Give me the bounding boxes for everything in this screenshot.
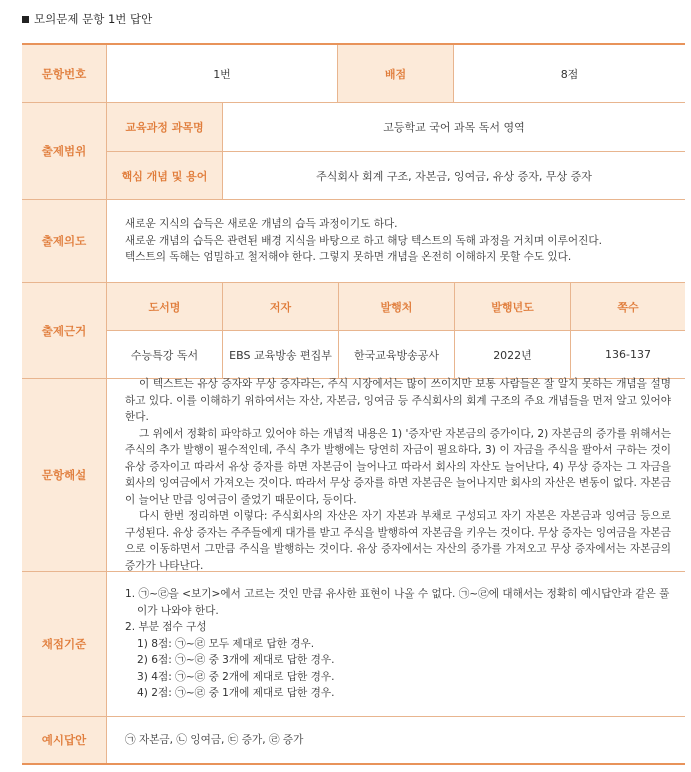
source-label: 출제근거 — [22, 283, 107, 378]
intent-body — [107, 200, 685, 282]
row-commentary — [22, 379, 685, 572]
scope-label: 출제범위 — [22, 103, 107, 199]
intent-line: 텍스트의 독해는 엄밀하고 철저해야 한다. 그렇지 못하면 개념을 온전히 이해하지 못할 수도 있다. — [125, 251, 572, 264]
source-value: EBS 교육방송 편집부 — [223, 331, 339, 378]
row-intent — [22, 200, 685, 283]
source-header: 저자 — [223, 283, 339, 330]
grading-item-2: 2. 부분 점수 구성 — [125, 621, 207, 634]
row-number-score — [22, 45, 685, 103]
answer-sheet — [22, 43, 685, 765]
scope-subject-row — [107, 103, 685, 152]
source-header-row — [107, 283, 685, 331]
commentary-label: 문항해설 — [22, 379, 107, 571]
grading-body — [107, 572, 685, 716]
row-scope — [22, 103, 685, 200]
grading-item-1: 1. ㉠~㉣을 <보기>에서 고르는 것인 만큼 유사한 표현이 나올 수 없다. ㉠~㉣에 대해서는 정확히 예시답안과 같은 풀이가 나와야 한다. — [125, 588, 670, 617]
source-value: 수능특강 독서 — [107, 331, 223, 378]
intent-label: 출제의도 — [22, 200, 107, 282]
source-value: 2022년 — [455, 331, 571, 378]
grading-partial: 2) 6점: ㉠~㉣ 중 3개에 제대로 답한 경우. — [137, 654, 335, 667]
row-source — [22, 283, 685, 379]
source-value-row — [107, 331, 685, 378]
number-label: 문항번호 — [22, 45, 107, 102]
answer-body — [107, 717, 685, 763]
source-header: 도서명 — [107, 283, 223, 330]
row-answer — [22, 717, 685, 765]
grading-partial: 3) 4점: ㉠~㉣ 중 2개에 제대로 답한 경우. — [137, 670, 335, 683]
page-title-text: 모의문제 문항 1번 답안 — [34, 12, 153, 26]
page-title — [22, 11, 152, 27]
concept-label: 핵심 개념 및 용어 — [107, 152, 223, 199]
subject-label: 교육과정 과목명 — [107, 103, 223, 151]
grading-partial: 4) 2점: ㉠~㉣ 중 1개에 제대로 답한 경우. — [137, 687, 335, 700]
intent-line: 새로운 개념의 습득은 관련된 배경 지식을 바탕으로 하고 해당 텍스트의 독해 과정을 거치며 이루어진다. — [125, 234, 602, 247]
number-value: 1번 — [107, 45, 338, 102]
grading-partial: 1) 8점: ㉠~㉣ 모두 제대로 답한 경우. — [137, 637, 315, 650]
source-value: 한국교육방송공사 — [339, 331, 455, 378]
square-bullet-icon — [22, 16, 29, 23]
commentary-paragraph: 이 텍스트는 유상 증자와 무상 증자라는, 주식 시장에서는 많이 쓰이지만 보통 사람들은 잘 알지 못하는 개념을 설명하고 있다. 이를 이해하기 위하여서는 자산, 자본금, 잉여금 등 주식회사의 회계 구조의 주요 개념들을 먼저 알고 있어야 한다. — [125, 378, 671, 423]
scope-body — [107, 103, 685, 199]
subject-value: 고등학교 국어 과목 독서 영역 — [383, 121, 525, 134]
intent-line: 새로운 지식의 습득은 새로운 개념의 습득 과정이기도 하다. — [125, 218, 398, 231]
commentary-paragraph: 다시 한번 정리하면 이렇다: 주식회사의 자산은 자기 자본과 부채로 구성되고 자기 자본은 자본금과 잉여금 등으로 구성된다. 유상 증자는 주주들에게 대가를 받고 주식을 발행하여 자본금을 키우는 것이다. 무상 증자는 잉여금을 자본금으로 이동하면서 그만큼 주식을 발행하는 것이다. 유상 증자에서는 자산의 증가를 가져오고 무상 증자에서는 자본금의 증가가 나타난다. — [125, 510, 671, 572]
score-label: 배점 — [338, 45, 454, 102]
commentary-body — [107, 379, 685, 571]
answer-value: ㉠ 자본금, ㉡ 잉여금, ㉢ 증가, ㉣ 증가 — [125, 733, 304, 746]
source-table — [107, 283, 685, 378]
grading-label: 채점기준 — [22, 572, 107, 716]
source-header: 발행년도 — [455, 283, 571, 330]
commentary-paragraph: 그 위에서 정확히 파악하고 있어야 하는 개념적 내용은 1) '증자'란 자본금의 증가이다, 2) 자본금의 증가를 위해서는 주식의 추가 발행이 필수적인데, 주식 추가 발행에는 당연히 자금이 필요하다, 3) 이 자금을 주식을 팔아서 구하는 것이 유상 증자이고 따라서 유상 증자를 하면 자본금이 늘어나고 따라서 회사의 자산도 늘어난다, 4) 무상 증자는 그 자금을 회사의 잉여금에서 가져오는 것이다. 따라서 무상 증자를 하면 자본금은 늘어나지만 회사의 자산은 변동이 없다. 자본금이 늘어난 만큼 잉여금이 줄었기 때문이다, 등이다. — [125, 427, 671, 506]
scope-concept-row — [107, 152, 685, 199]
concept-value: 주식회사 회계 구조, 자본금, 잉여금, 유상 증자, 무상 증자 — [316, 169, 592, 183]
answer-label: 예시답안 — [22, 717, 107, 763]
source-header: 발행처 — [339, 283, 455, 330]
row-grading — [22, 572, 685, 717]
source-header: 쪽수 — [571, 283, 685, 330]
source-value: 136-137 — [605, 348, 651, 361]
score-value: 8점 — [560, 67, 579, 81]
